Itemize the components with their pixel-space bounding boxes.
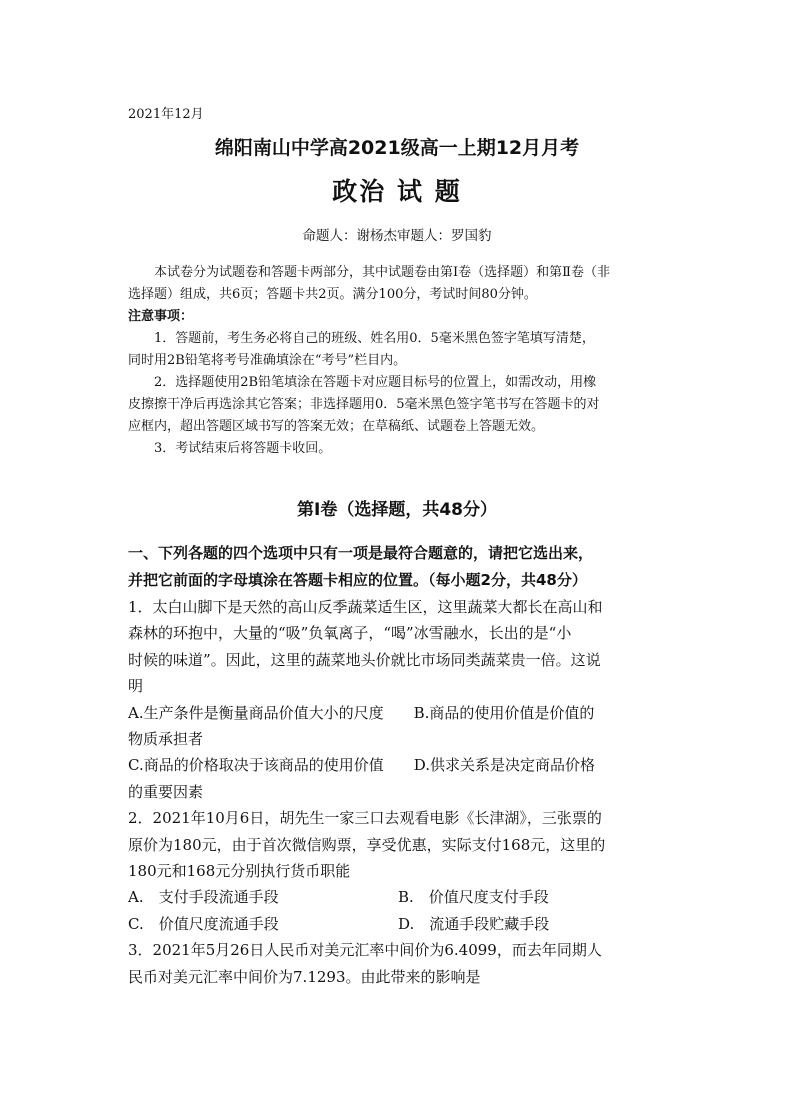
question-3-stem: 民币对美元汇率中间价为7.1293。由此带来的影响是 <box>128 967 481 986</box>
instruction-line: 一、下列各题的四个选项中只有一项是最符合题意的，请把它选出来， <box>128 544 594 562</box>
exam-date: 2021年12月 <box>128 107 204 122</box>
authors-line: 命题人：谢杨杰审题人：罗国豹 <box>302 228 492 244</box>
notice-item: 3．考试结束后将答题卡收回。 <box>154 441 332 456</box>
instruction-line: 并把它前面的字母填涂在答题卡相应的位置。（每小题2分，共48分） <box>128 571 587 589</box>
exam-title: 绵阳南山中学高2021级高一上期12月月考 <box>214 137 580 159</box>
subject-title: 政治 试 题 <box>332 177 462 206</box>
question-1-options-ab: A.生产条件是衡量商品价值大小的尺度 B.商品的使用价值是价值的 <box>128 703 595 722</box>
question-2-options-row <box>128 911 668 937</box>
exam-instructions <box>128 262 668 460</box>
question-1-stem: 时候的味道”。因此，这里的蔬菜地头价就比市场同类蔬菜贵一倍。这说 <box>128 650 601 669</box>
question-list <box>128 594 668 990</box>
question-1-options-ab: 物质承担者 <box>128 730 204 749</box>
question-2-stem: 原价为180元，由于首次微信购票，享受优惠，实际支付168元，这里的 <box>128 835 606 854</box>
question-2-options-row <box>128 884 668 910</box>
question-1-stem: 1．太白山脚下是天然的高山反季蔬菜适生区，这里蔬菜大都长在高山和 <box>128 598 603 616</box>
option-b: B. 价值尺度支付手段 <box>398 888 549 907</box>
notice-item: 应框内，超出答题区域书写的答案无效；在草稿纸、试题卷上答题无效。 <box>128 419 545 434</box>
option-c: C. 价值尺度流通手段 <box>128 914 279 933</box>
notice-item: 1．答题前，考生务必将自己的班级、姓名用0．5毫米黑色签字笔填写清楚， <box>154 331 595 346</box>
question-3-stem: 3．2021年5月26日人民币对美元汇率中间价为6.4099，而去年同期人 <box>128 941 602 960</box>
question-1-stem: 森林的环抱中，大量的“吸”负氧离子，“喝”冰雪融水，长出的是“小 <box>128 624 572 643</box>
question-1-options-cd: 的重要因素 <box>128 782 204 801</box>
question-1-stem: 明 <box>128 677 144 696</box>
intro-line: 选择题）组成，共6页；答题卡共2页。满分100分，考试时间80分钟。 <box>128 287 537 302</box>
option-a: A. 支付手段流通手段 <box>128 888 279 907</box>
option-d: D. 流通手段贮藏手段 <box>398 914 550 933</box>
notice-item: 皮擦擦干净后再选涂其它答案；非选择题用0．5毫米黑色签字笔书写在答题卡的对 <box>128 397 600 412</box>
question-1-options-cd: C.商品的价格取决于该商品的使用价值 D.供求关系是决定商品价格 <box>128 756 595 775</box>
notice-item: 同时用2B铅笔将考号准确填涂在“考号”栏目内。 <box>128 353 407 368</box>
intro-line: 本试卷分为试题卷和答题卡两部分，其中试题卷由第Ⅰ卷（选择题）和第Ⅱ卷（非 <box>154 265 610 280</box>
section-title: 第Ⅰ卷（选择题，共48分） <box>297 500 497 520</box>
question-2-stem: 2．2021年10月6日，胡先生一家三口去观看电影《长津湖》，三张票的 <box>128 809 602 828</box>
question-2-stem: 180元和168元分别执行货币职能 <box>128 862 351 881</box>
notice-heading: 注意事项： <box>128 309 194 324</box>
notice-item: 2．选择题使用2B铅笔填涂在答题卡对应题目标号的位置上，如需改动，用橡 <box>154 375 597 390</box>
section-instruction <box>128 540 668 594</box>
